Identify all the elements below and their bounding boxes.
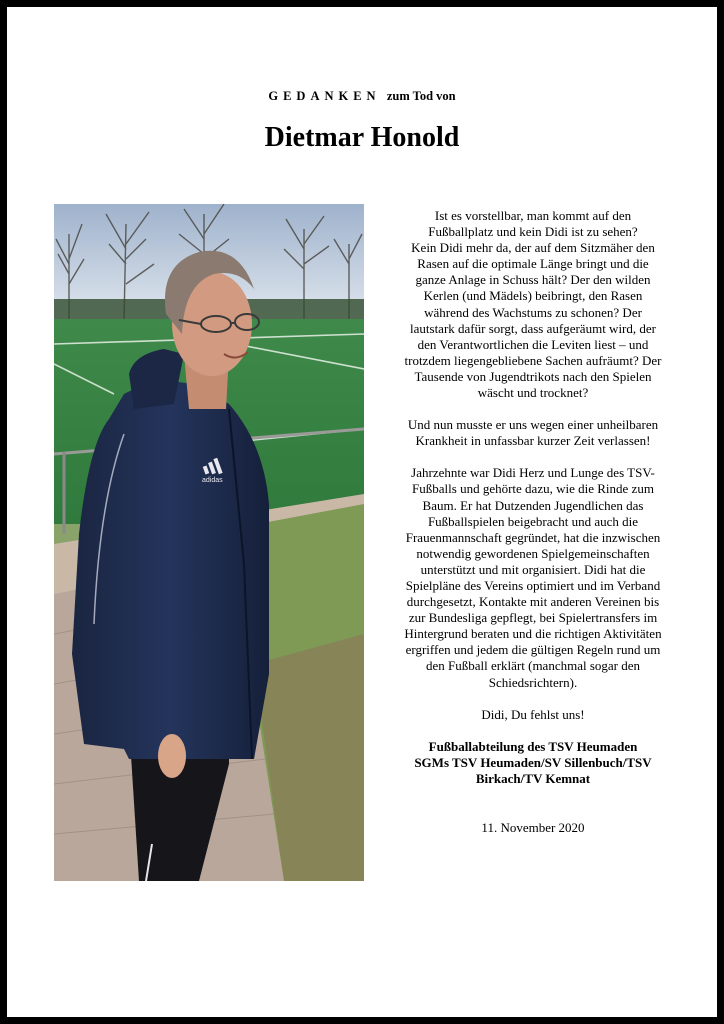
hand (158, 734, 186, 778)
memorial-text (375, 208, 691, 836)
closing-line: Didi, Du fehlst uns! (481, 706, 585, 722)
kicker-spaced-word: GEDANKEN (268, 89, 381, 103)
kicker-rest: zum Tod von (386, 89, 456, 103)
page (7, 7, 717, 1017)
paragraph-loss: Und nun musste er uns wegen einer unheilbaren Krankheit in unfassbar kurzer Zeit verlassen! (407, 417, 659, 449)
header-kicker (7, 89, 717, 104)
photo-illustration (54, 204, 364, 881)
paragraph-intro: Ist es vorstellbar, man kommt auf den Fußballplatz und kein Didi ist zu sehen? Kein Didi mehr da, der auf dem Sitzmäher den Rasen auf die optimale Länge bringt und die ganze Anlage in Schuss hält? Der den wilden Kerlen (und Mädels) beibringt, den Rasen während des Wachstums zu schonen? Der lautstark dafür sorgt, dass aufgeräumt wird, der den Verantwortlichen die Leviten liest – und trotzdem liegengebliebene Sachen aufräumt? Der Tausende von Jugendtrikots nach den Spielen wäscht und trocknet? (404, 208, 662, 401)
rain-jacket (72, 379, 269, 759)
page-title: Dietmar Honold (264, 122, 460, 153)
paragraph-achievements: Jahrzehnte war Didi Herz und Lunge des TSV- Fußballs und gehörte dazu, wie die Rinde zum Baum. Er hat Dutzenden Jugendlichen das Fußballspielen beigebracht und auch die Frauenmannschaft gegründet, hat die inzwischen notwendig gewordenen Spielgemeinschaften unterstützt und mit organisiert. Didi hat die Spielpläne des Vereins optimiert und im Verband durchgesetzt, Kontakte mit anderen Vereinen bis zur Bundesliga gepflegt, bei Spielertransfers im Hintergrund beraten und die richtigen Aktivitäten ergriffen und jedem die gültigen Regeln rund um den Fußball erklärt (manchmal sogar den Schiedsrichtern). (404, 465, 662, 690)
signature: Fußballabteilung des TSV Heumaden SGMs TSV Heumaden/SV Sillenbuch/TSV Birkach/TV Kemnat (414, 738, 652, 786)
adidas-wordmark: adidas (202, 477, 223, 484)
date: 11. November 2020 (481, 820, 585, 835)
portrait-photo (54, 204, 364, 881)
